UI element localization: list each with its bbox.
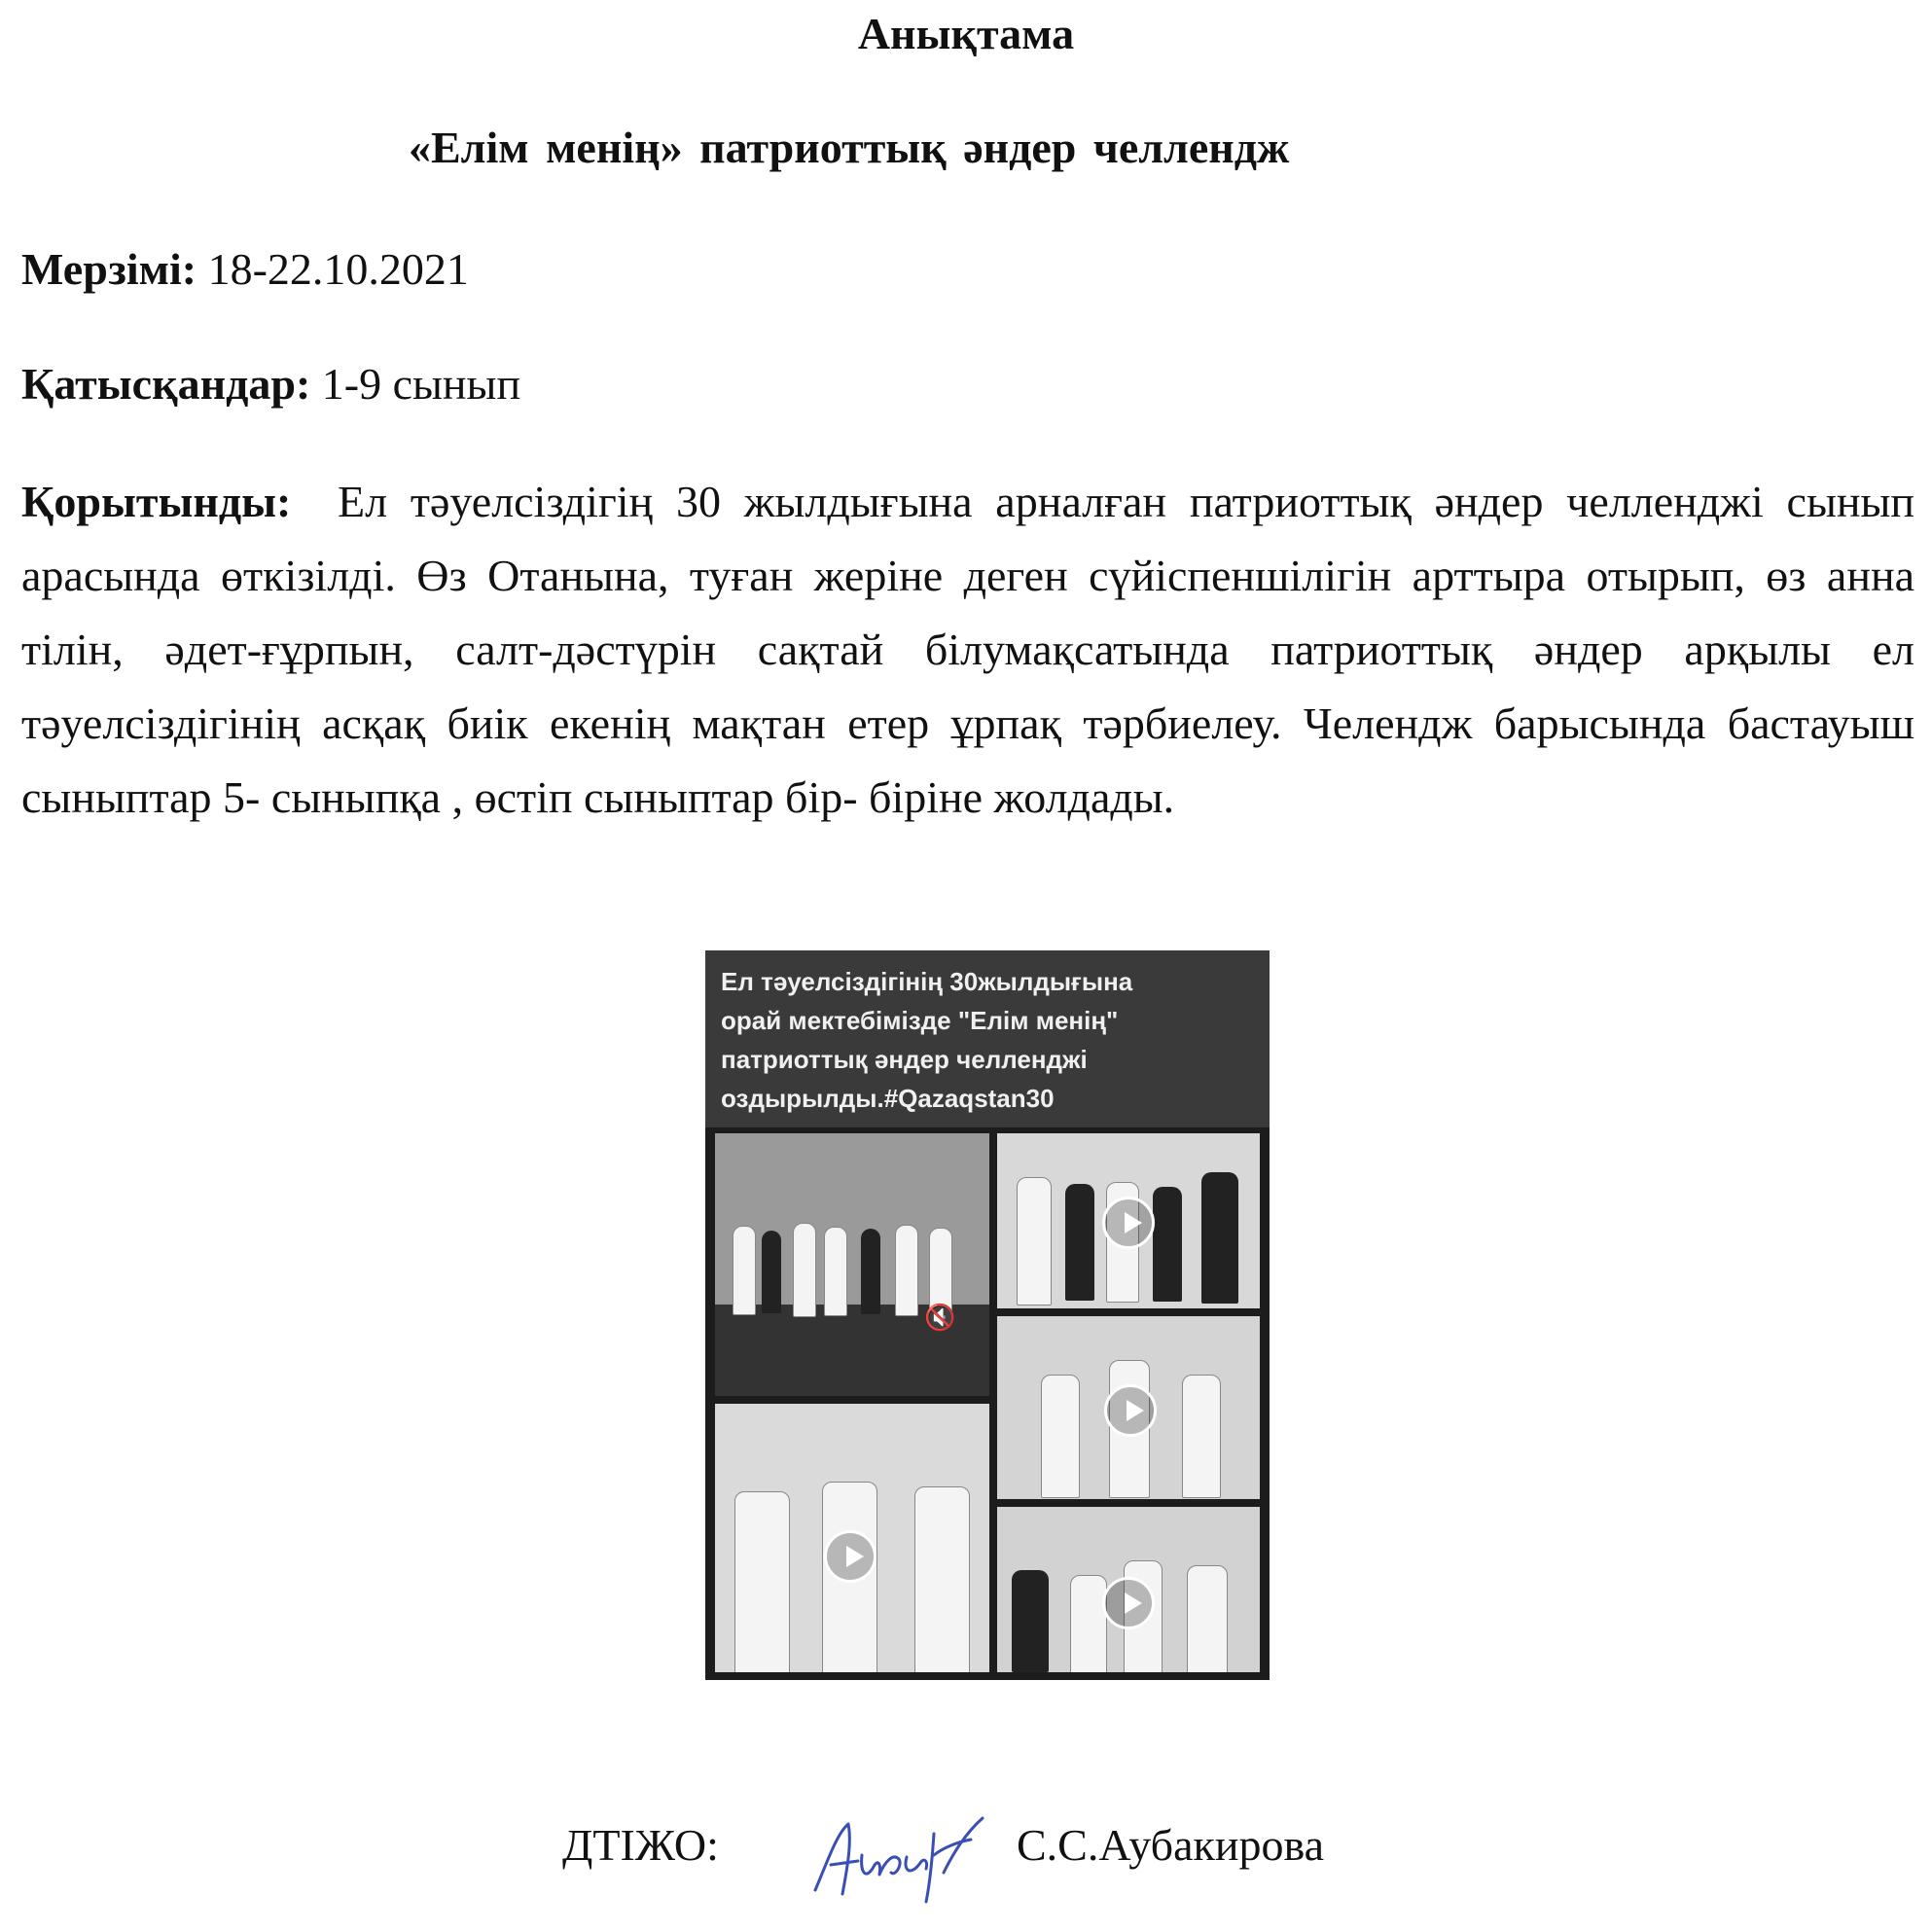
summary-text: Ел тәуелсіздігің 30 жылдығына арналған патриоттық әндер челленджі сынып арасында өткізілді. Өз Отанына, туған жеріне деген сүйіспеншілігін арттыра отырып, өз анна тілін, әдет-ғұрпын, салт-дәстүрін сақтай білумақсатында патриоттық әндер арқылы ел тәуелсіздігінің асқақ биік екенің мақтан етер ұрпақ тәрбиелеу. Челендж барысында бастауыш сыныптар 5- сыныпқа , өстіп сыныптар бір- біріне жолдады. (21, 477, 1915, 822)
play-icon[interactable] (1102, 1197, 1155, 1249)
student-figure (914, 1486, 970, 1672)
photo-caption-line: оздырылды.#Qazaqstan30 (721, 1084, 1055, 1113)
document-subtitle: «Елім менің» патриоттық әндер челлендж (409, 123, 1290, 172)
student-figure (793, 1223, 816, 1317)
play-icon[interactable] (824, 1530, 877, 1583)
signer-name: С.С.Аубакирова (1017, 1820, 1325, 1870)
play-icon[interactable] (1104, 1384, 1157, 1437)
video-thumbnail (715, 1404, 989, 1672)
video-thumbnail (997, 1507, 1260, 1672)
student-figure (1041, 1375, 1080, 1498)
student-figure (895, 1225, 918, 1316)
student-figure (1187, 1565, 1228, 1672)
photo-caption-line: патриоттық әндер челленджі (721, 1045, 1088, 1074)
photo-caption (705, 950, 1270, 1127)
student-figure (1153, 1187, 1182, 1302)
photo-caption-line: орай мектебімізде "Елім менің" (721, 1006, 1119, 1035)
handwritten-signature (798, 1805, 1002, 1912)
video-thumbnail (997, 1133, 1260, 1308)
student-figure (1065, 1184, 1094, 1301)
document-title: Анықтама (857, 9, 1075, 58)
event-photo-collage (705, 950, 1270, 1680)
student-figure (762, 1231, 781, 1313)
participants-value: 1-9 сынып (321, 359, 521, 409)
video-thumbnail (715, 1133, 989, 1396)
student-figure (861, 1229, 880, 1314)
participants-field (21, 358, 520, 410)
date-field (21, 243, 469, 295)
mute-icon: 🔇 (924, 1304, 956, 1333)
student-figure (1201, 1172, 1238, 1304)
signature-role-label: ДТІЖО: (562, 1820, 719, 1870)
summary-paragraph (21, 465, 1914, 835)
student-figure (734, 1491, 790, 1672)
play-icon[interactable] (1102, 1577, 1155, 1629)
summary-label: Қорытынды: (21, 477, 292, 526)
student-figure (824, 1227, 847, 1316)
video-thumbnail (997, 1316, 1260, 1499)
date-value: 18-22.10.2021 (207, 244, 469, 294)
participants-label: Қатысқандар: (21, 359, 311, 409)
student-figure (1017, 1177, 1052, 1305)
student-figure (1182, 1375, 1221, 1498)
student-figure (733, 1226, 756, 1315)
student-figure (1070, 1575, 1107, 1672)
photo-caption-line: Ел тәуелсіздігінің 30жылдығына (721, 967, 1133, 996)
student-figure (1012, 1570, 1049, 1672)
date-label: Мерзімі: (21, 244, 197, 294)
